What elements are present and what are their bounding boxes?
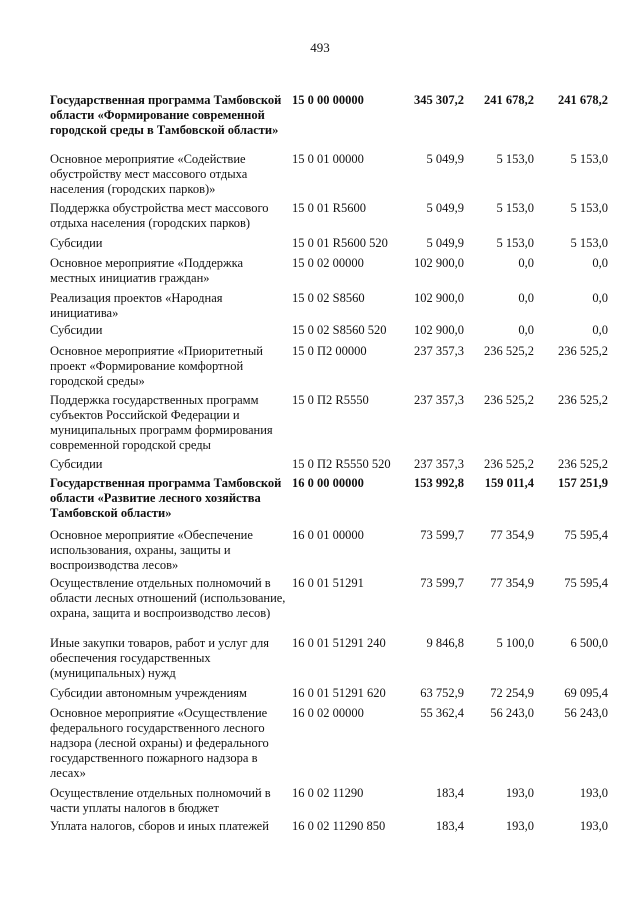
row-name: Субсидии — [50, 323, 103, 337]
row-value-3: 75 595,4 — [564, 576, 608, 590]
row-value-2: 5 153,0 — [496, 236, 534, 250]
row-name: Основное мероприятие «Приоритетный проект «Формирование комфортной городской среды» — [50, 344, 264, 388]
row-value-3: 193,0 — [579, 819, 608, 833]
row-value-2: 5 100,0 — [496, 636, 534, 650]
row-value-3: 236 525,2 — [558, 344, 608, 358]
row-value-1: 102 900,0 — [414, 291, 464, 305]
row-value-2: 193,0 — [505, 786, 534, 800]
row-value-1: 55 362,4 — [420, 706, 464, 720]
row-name: Иные закупки товаров, работ и услуг для обеспечения государственных (муниципальных) нужд — [50, 636, 270, 680]
row-value-2: 5 153,0 — [496, 152, 534, 166]
row-value-2: 0,0 — [518, 291, 534, 305]
row-value-1: 5 049,9 — [426, 152, 464, 166]
row-value-2: 193,0 — [505, 819, 534, 833]
row-code: 15 0 02 S8560 520 — [292, 323, 387, 337]
row-code: 16 0 02 00000 — [292, 706, 364, 720]
row-code: 16 0 01 00000 — [292, 528, 364, 542]
row-value-3: 0,0 — [592, 291, 608, 305]
row-value-1: 237 357,3 — [414, 457, 464, 471]
row-code: 15 0 01 R5600 — [292, 201, 366, 215]
row-name: Субсидии — [50, 236, 103, 250]
row-name: Государственная программа Тамбовской области «Развитие лесного хозяйства Тамбовской области» — [50, 476, 282, 520]
row-value-1: 5 049,9 — [426, 236, 464, 250]
row-value-2: 241 678,2 — [484, 93, 534, 107]
row-value-3: 5 153,0 — [570, 236, 608, 250]
page-number: 493 — [310, 40, 330, 55]
row-value-1: 73 599,7 — [420, 528, 464, 542]
row-value-3: 157 251,9 — [558, 476, 608, 490]
row-value-1: 9 846,8 — [426, 636, 464, 650]
row-code: 15 0 П2 00000 — [292, 344, 367, 358]
row-value-3: 0,0 — [592, 256, 608, 270]
row-code: 15 0 00 00000 — [292, 93, 364, 107]
row-value-1: 102 900,0 — [414, 256, 464, 270]
row-value-3: 69 095,4 — [564, 686, 608, 700]
row-value-2: 236 525,2 — [484, 344, 534, 358]
row-code: 15 0 П2 R5550 520 — [292, 457, 391, 471]
row-value-3: 56 243,0 — [564, 706, 608, 720]
row-name: Поддержка государственных программ субъектов Российской Федерации и муниципальных программ формирования современной городской среды — [50, 393, 273, 452]
row-code: 15 0 02 00000 — [292, 256, 364, 270]
row-value-1: 183,4 — [435, 819, 464, 833]
row-value-2: 236 525,2 — [484, 393, 534, 407]
row-value-2: 159 011,4 — [484, 476, 534, 490]
row-value-3: 236 525,2 — [558, 457, 608, 471]
row-name: Реализация проектов «Народная инициатива» — [50, 291, 223, 320]
row-name: Государственная программа Тамбовской области «Формирование современной городской среды в Тамбовской области» — [50, 93, 282, 137]
row-value-3: 75 595,4 — [564, 528, 608, 542]
row-code: 16 0 00 00000 — [292, 476, 364, 490]
row-value-2: 72 254,9 — [490, 686, 534, 700]
row-code: 16 0 01 51291 240 — [292, 636, 386, 650]
row-value-2: 77 354,9 — [490, 528, 534, 542]
row-value-3: 241 678,2 — [558, 93, 608, 107]
row-code: 16 0 01 51291 620 — [292, 686, 386, 700]
row-value-3: 5 153,0 — [570, 201, 608, 215]
row-value-2: 77 354,9 — [490, 576, 534, 590]
row-code: 15 0 01 00000 — [292, 152, 364, 166]
row-name: Основное мероприятие «Содействие обустройству мест массового отдыха населения (городских парков)» — [50, 152, 248, 196]
row-name: Осуществление отдельных полномочий в части уплаты налогов в бюджет — [50, 786, 271, 815]
row-value-2: 236 525,2 — [484, 457, 534, 471]
row-value-2: 0,0 — [518, 323, 534, 337]
row-value-1: 63 752,9 — [420, 686, 464, 700]
row-name: Основное мероприятие «Осуществление федерального государственного лесного надзора (лесной охраны) и федерального государственного пожарного надзора в лесах» — [50, 706, 269, 780]
row-value-1: 102 900,0 — [414, 323, 464, 337]
row-value-3: 6 500,0 — [570, 636, 608, 650]
row-name: Основное мероприятие «Поддержка местных инициатив граждан» — [50, 256, 244, 285]
row-code: 15 0 П2 R5550 — [292, 393, 369, 407]
row-value-3: 236 525,2 — [558, 393, 608, 407]
row-name: Субсидии автономным учреждениям — [50, 686, 247, 700]
row-name: Осуществление отдельных полномочий в области лесных отношений (использование, охрана, защита и воспроизводство лесов) — [50, 576, 286, 620]
row-value-1: 237 357,3 — [414, 393, 464, 407]
row-name: Основное мероприятие «Обеспечение использования, охраны, защиты и воспроизводства лесов» — [50, 528, 253, 572]
row-code: 16 0 02 11290 — [292, 786, 364, 800]
row-value-1: 5 049,9 — [426, 201, 464, 215]
row-code: 15 0 02 S8560 — [292, 291, 365, 305]
row-value-1: 237 357,3 — [414, 344, 464, 358]
row-code: 16 0 02 11290 850 — [292, 819, 386, 833]
row-code: 16 0 01 51291 — [292, 576, 364, 590]
row-value-2: 5 153,0 — [496, 201, 534, 215]
row-name: Поддержка обустройства мест массового отдыха населения (городских парков) — [50, 201, 269, 230]
row-value-3: 0,0 — [592, 323, 608, 337]
row-value-1: 183,4 — [435, 786, 464, 800]
row-value-1: 153 992,8 — [414, 476, 464, 490]
row-value-1: 345 307,2 — [414, 93, 464, 107]
row-value-3: 193,0 — [579, 786, 608, 800]
row-value-2: 0,0 — [518, 256, 534, 270]
row-code: 15 0 01 R5600 520 — [292, 236, 388, 250]
row-value-3: 5 153,0 — [570, 152, 608, 166]
row-value-2: 56 243,0 — [490, 706, 534, 720]
row-value-1: 73 599,7 — [420, 576, 464, 590]
row-name: Субсидии — [50, 457, 103, 471]
row-name: Уплата налогов, сборов и иных платежей — [50, 819, 269, 833]
